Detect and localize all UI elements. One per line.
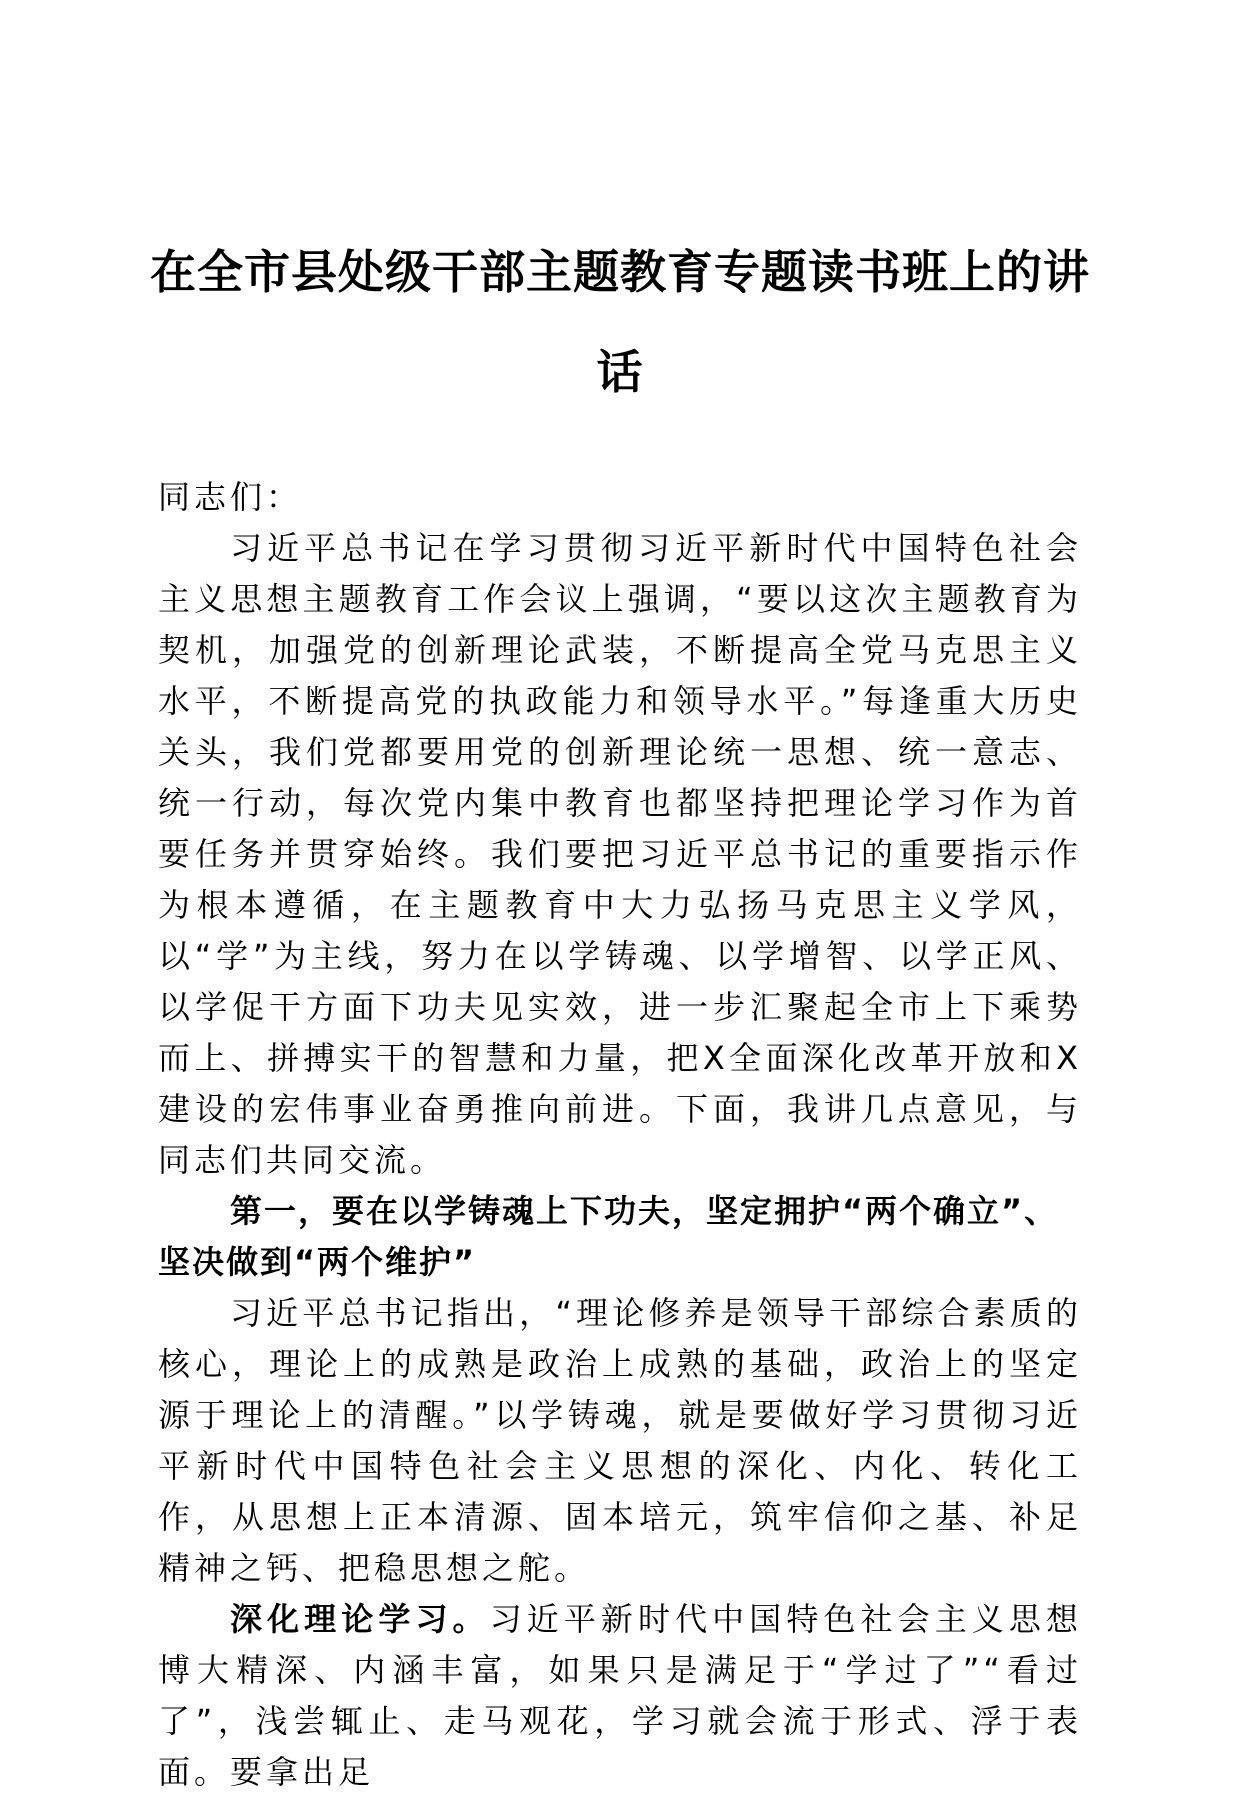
document-title (150, 222, 1090, 422)
salutation: 同志们： (158, 478, 303, 516)
section-heading-1: 第一，要在以学铸魂上下功夫，坚定拥护“两个确立”、坚决做到“两个维护” (158, 1192, 1059, 1281)
document-body (158, 472, 1082, 1798)
title-line-2: 话 (596, 345, 644, 399)
paragraph-text: 习近平新时代中国特色社会主义思想博大精深、内涵丰富，如果只是满足于“学过了”“看过了”，浅尝辄止、走马观花，学习就会流于形式、浮于表面。要拿出足 (158, 1600, 1082, 1791)
paragraph-intro: 习近平总书记在学习贯彻习近平新时代中国特色社会主义思想主题教育工作会议上强调，“要以这次主题教育为契机，加强党的创新理论武装，不断提高全党马克思主义水平，不断提高党的执政能力和领导水平。”每逢重大历史关头，我们党都要用党的创新理论统一思想、统一意志、统一行动，每次党内集中教育也都坚持把理论学习作为首要任务并贯穿始终。我们要把习近平总书记的重要指示作为根本遵循，在主题教育中大力弘扬马克思主义学风，以“学”为主线，努力在以学铸魂、以学增智、以学正风、以学促干方面下功夫见实效，进一步汇聚起全市上下乘势而上、拼搏实干的智慧和力量，把X全面深化改革开放和X建设的宏伟事业奋勇推向前进。下面，我讲几点意见，与同志们共同交流。 (158, 529, 1082, 1179)
paragraph-deepen-study (158, 1594, 1082, 1798)
paragraph-section1: 习近平总书记指出，“理论修养是领导干部综合素质的核心，理论上的成熟是政治上成熟的基础，政治上的坚定源于理论上的清醒。”以学铸魂，就是要做好学习贯彻习近平新时代中国特色社会主义思想的深化、内化、转化工作，从思想上正本清源、固本培元，筑牢信仰之基、补足精神之钙、把稳思想之舵。 (158, 1294, 1082, 1587)
title-line-1: 在全市县处级干部主题教育专题读书班上的讲 (150, 245, 1090, 299)
paragraph-lead-bold: 深化理论学习。 (230, 1600, 490, 1638)
